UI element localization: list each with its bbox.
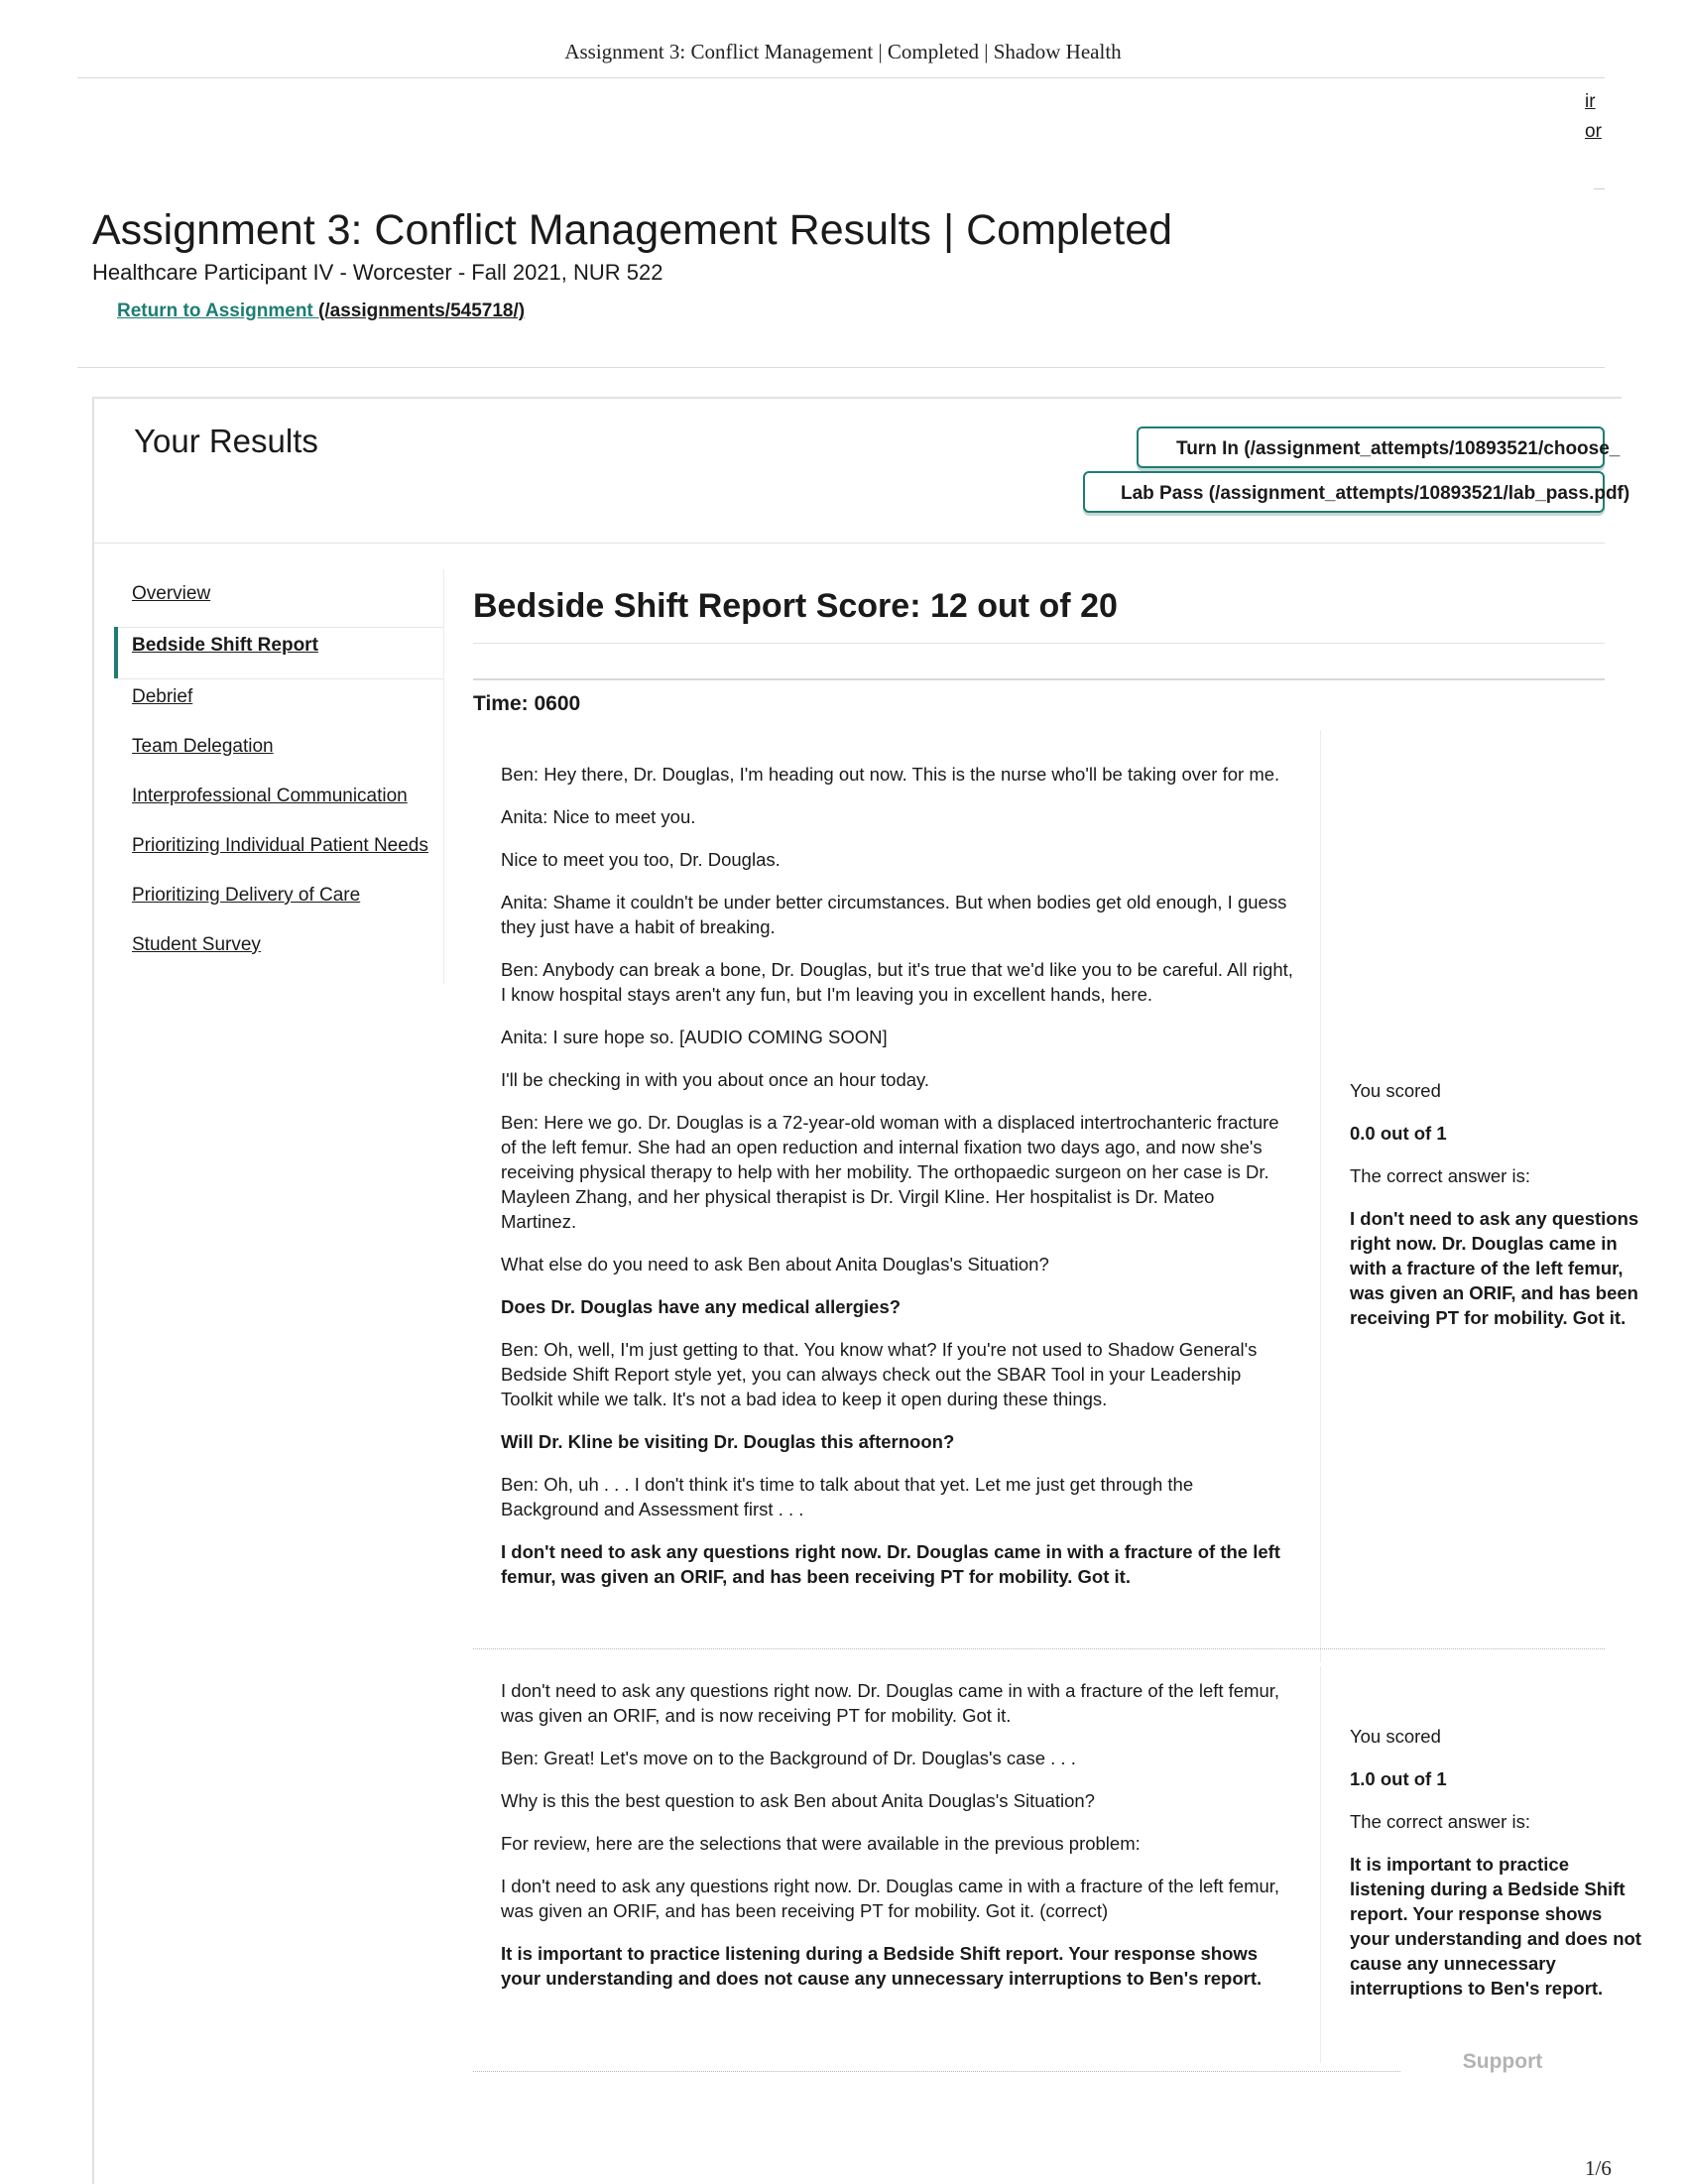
- selected-question: Will Dr. Kline be visiting Dr. Douglas this afternoon?: [501, 1431, 955, 1452]
- dialogue-block-1: [501, 762, 1294, 1607]
- sidebar-item-team-delegation[interactable]: Team Delegation: [132, 736, 274, 757]
- correct-answer-line: receiving PT for mobility. Got it.: [1350, 1307, 1626, 1328]
- correct-answer-line: report. Your response shows: [1350, 1903, 1603, 1924]
- dialogue-line: Anita: Shame it couldn't be under better circumstances. But when bodies get old enough, I guess they just have a habit of breaking.: [501, 892, 1287, 937]
- dialogue-line: Nice to meet you too, Dr. Douglas.: [501, 849, 781, 870]
- correct-answer-line: cause any unnecessary: [1350, 1953, 1556, 1974]
- dialogue-line: Ben: Anybody can break a bone, Dr. Douglas, but it's true that we'd like you to be careful. All right, I know hospital stays aren't any fun, but I'm leaving you in excellent hands, here.: [501, 959, 1293, 1005]
- correct-answer-line: interruptions to Ben's report.: [1350, 1978, 1604, 1999]
- clipped-divider: [1594, 188, 1605, 189]
- sidebar-item-overview[interactable]: Overview: [132, 583, 211, 604]
- question-prompt: What else do you need to ask Ben about Anita Douglas's Situation?: [501, 1254, 1049, 1274]
- return-to-assignment[interactable]: [117, 301, 525, 322]
- correct-answer-line: your understanding and does not: [1350, 1928, 1641, 1949]
- lab-pass-button[interactable]: Lab Pass (/assignment_attempts/10893521/lab_pass.pdf): [1083, 471, 1605, 513]
- results-divider: [94, 543, 1605, 544]
- correct-answer-line: I don't need to ask any questions: [1350, 1208, 1639, 1229]
- feedback-text: It is important to practice listening during a Bedside Shift report. Your response shows your understanding and does not cause any unnecessary interruptions to Ben's report.: [501, 1943, 1263, 1989]
- support-button[interactable]: Support: [1400, 2041, 1605, 2083]
- score-divider: [473, 678, 1605, 680]
- page-number: 1/6: [1585, 2156, 1612, 2180]
- time-label: Time: 0600: [473, 692, 581, 715]
- dialogue-line: Ben: Oh, well, I'm just getting to that. You know what? If you're not used to Shadow General's Bedside Shift Report style yet, you can always check out the SBAR Tool in your Leadership Toolkit while we talk. It's not a bad idea to keep it open during these things.: [501, 1339, 1258, 1409]
- correct-answer-label: The correct answer is:: [1350, 1811, 1530, 1832]
- print-header: Assignment 3: Conflict Management | Completed | Shadow Health: [564, 40, 1122, 63]
- available-selection: I don't need to ask any questions right now. Dr. Douglas came in with a fracture of the left femur, was given an ORIF, and has been receiving PT for mobility. Got it. (correct): [501, 1876, 1280, 1921]
- correct-answer-line: listening during a Bedside Shift: [1350, 1879, 1626, 1899]
- review-note: For review, here are the selections that were available in the previous problem:: [501, 1833, 1141, 1854]
- dialogue-block-2: [501, 1678, 1294, 2008]
- dialogue-line: Anita: Nice to meet you.: [501, 806, 696, 827]
- results-heading: Your Results: [134, 423, 318, 459]
- dialogue-line: Ben: Great! Let's move on to the Background of Dr. Douglas's case . . .: [501, 1748, 1076, 1768]
- dialogue-line: Ben: Oh, uh . . . I don't think it's time to talk about that yet. Let me just get through the Background and Assessment first . . .: [501, 1474, 1194, 1519]
- sidebar-item-student-survey[interactable]: Student Survey: [132, 934, 261, 955]
- correct-answer-line: It is important to practice: [1350, 1854, 1570, 1875]
- correct-answer-line: with a fracture of the left femur,: [1350, 1258, 1624, 1278]
- dialogue-line: I don't need to ask any questions right now. Dr. Douglas came in with a fracture of the left femur, was given an ORIF, and is now receiving PT for mobility. Got it.: [501, 1680, 1280, 1726]
- sidebar-item-prioritizing-delivery-of-care[interactable]: Prioritizing Delivery of Care: [132, 885, 361, 906]
- turn-in-button[interactable]: Turn In (/assignment_attempts/10893521/choose_: [1137, 426, 1605, 468]
- section-score-heading: Bedside Shift Report Score: 12 out of 20: [473, 587, 1118, 625]
- return-link-path[interactable]: (/assignments/545718/): [318, 301, 526, 321]
- nav-active-indicator: [114, 627, 118, 678]
- dialogue-line: Anita: I sure hope so. [AUDIO COMING SOON]: [501, 1027, 888, 1047]
- score-label: You scored: [1350, 1726, 1441, 1747]
- top-divider: [77, 77, 1605, 78]
- return-link-label[interactable]: Return to Assignment: [117, 301, 319, 321]
- sidebar-item-bedside-shift-report[interactable]: Bedside Shift Report: [132, 635, 318, 656]
- dialogue-line: Ben: Hey there, Dr. Douglas, I'm heading out now. This is the nurse who'll be taking over for me.: [501, 764, 1280, 785]
- score-divider: [473, 643, 1605, 644]
- correct-answer-line: was given an ORIF, and has been: [1350, 1282, 1638, 1303]
- sidebar-nav: [114, 569, 444, 984]
- score-value: 1.0 out of 1: [1350, 1768, 1447, 1789]
- correct-answer-line: right now. Dr. Douglas came in: [1350, 1233, 1618, 1254]
- selected-question: Does Dr. Douglas have any medical allergies?: [501, 1296, 902, 1317]
- column-divider: [1320, 1666, 1321, 2063]
- block-separator: [473, 1648, 1605, 1649]
- header-divider: [77, 367, 1605, 368]
- correct-answer-label: The correct answer is:: [1350, 1165, 1530, 1186]
- page-title: Assignment 3: Conflict Management Results | Completed: [92, 206, 1173, 254]
- sidebar-item-interprofessional-communication[interactable]: Interprofessional Communication: [132, 786, 408, 806]
- course-subtitle: Healthcare Participant IV - Worcester - Fall 2021, NUR 522: [92, 260, 663, 285]
- sidebar-item-debrief[interactable]: Debrief: [132, 686, 193, 707]
- question-prompt: Why is this the best question to ask Ben about Anita Douglas's Situation?: [501, 1790, 1095, 1811]
- sidebar-item-prioritizing-individual-patient-needs[interactable]: Prioritizing Individual Patient Needs: [132, 835, 428, 856]
- nav-active-border: [118, 627, 443, 628]
- dialogue-line: I'll be checking in with you about once an hour today.: [501, 1069, 930, 1090]
- clipped-nav-link[interactable]: or: [1585, 121, 1602, 142]
- nav-active-border: [118, 678, 443, 679]
- dialogue-line: Ben: Here we go. Dr. Douglas is a 72-year-old woman with a displaced intertrochanteric fracture of the left femur. She had an open reduction and internal fixation two days ago, and now she's receiving physical therapy to help with her mobility. The orthopaedic surgeon on her case is Dr. Mayleen Zhang, and her physical therapist is Dr. Virgil Kline. Her hospitalist is Dr. Mateo Martinez.: [501, 1112, 1279, 1232]
- selected-question: I don't need to ask any questions right now. Dr. Douglas came in with a fracture of the left femur, was given an ORIF, and has been receiving PT for mobility. Got it.: [501, 1541, 1280, 1587]
- score-panel-2: [1350, 1724, 1641, 2001]
- score-label: You scored: [1350, 1080, 1441, 1101]
- column-divider: [1320, 730, 1321, 1662]
- score-value: 0.0 out of 1: [1350, 1123, 1447, 1144]
- score-panel-1: [1350, 1078, 1639, 1330]
- clipped-nav-link[interactable]: ir: [1585, 91, 1596, 112]
